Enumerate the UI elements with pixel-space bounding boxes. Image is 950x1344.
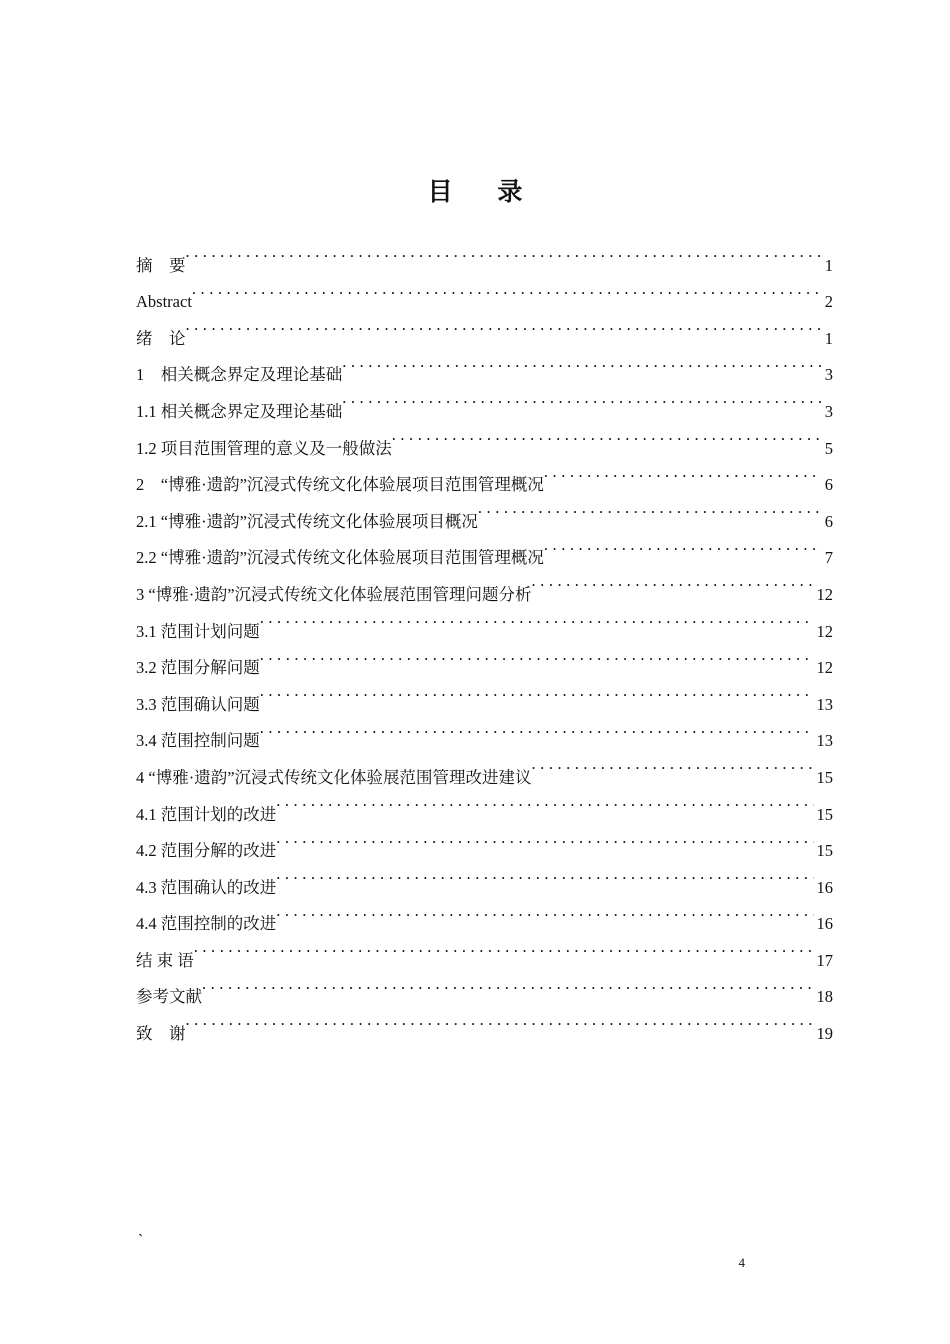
toc-leader-dots	[186, 234, 822, 271]
toc-leader-dots	[260, 637, 814, 674]
toc-leader-dots	[202, 966, 814, 1003]
toc-entry-abstract-cn[interactable]	[136, 234, 833, 275]
toc-leader-dots	[192, 271, 822, 308]
toc-entry-page: 6	[824, 475, 833, 495]
toc-leader-dots	[342, 380, 822, 417]
toc-leader-dots	[260, 673, 814, 710]
toc-entry-label: 绪 论	[136, 328, 186, 348]
toc-entry-page: 18	[816, 987, 833, 1007]
toc-leader-dots	[260, 600, 814, 637]
toc-leader-dots	[194, 929, 814, 966]
toc-entry-label: 3.1 范围计划问题	[136, 621, 260, 641]
toc-entry-label: 1.1 相关概念界定及理论基础	[136, 401, 343, 421]
toc-entry-acknowledgements[interactable]	[136, 1002, 833, 1044]
toc-entry-page: 1	[824, 255, 833, 275]
toc-leader-dots	[276, 893, 813, 930]
toc-entry-page: 19	[816, 1024, 833, 1044]
toc-entry-label: 摘 要	[136, 255, 186, 275]
toc-entry-page: 15	[816, 841, 833, 861]
toc-entry-page: 13	[816, 694, 833, 714]
toc-entry-label: 3 “博雅·遗韵”沉浸式传统文化体验展范围管理问题分析	[136, 584, 532, 604]
toc-entry-references[interactable]	[136, 966, 833, 1007]
toc-leader-dots	[342, 344, 822, 381]
toc-entry-page: 16	[816, 914, 833, 934]
toc-entry-label: 结 束 语	[136, 950, 194, 970]
toc-entry-page: 7	[824, 548, 833, 568]
toc-entry-label: 4.2 范围分解的改进	[136, 841, 277, 861]
toc-leader-dots	[544, 527, 822, 564]
toc-leader-dots	[276, 820, 813, 857]
table-of-contents	[136, 234, 833, 1044]
toc-leader-dots	[186, 1002, 814, 1039]
toc-entry-label: 参考文献	[136, 987, 202, 1007]
toc-leader-dots	[532, 563, 814, 600]
toc-entry-page: 13	[816, 731, 833, 751]
toc-entry-page: 12	[816, 584, 833, 604]
toc-entry-page: 2	[824, 292, 833, 312]
toc-entry-page: 6	[824, 511, 833, 531]
stray-mark: `	[138, 1232, 144, 1249]
toc-entry-label: 4 “博雅·遗韵”沉浸式传统文化体验展范围管理改进建议	[136, 767, 532, 787]
toc-leader-dots	[276, 783, 813, 820]
toc-entry-page: 12	[816, 621, 833, 641]
toc-entry-page: 5	[824, 438, 833, 458]
toc-leader-dots	[392, 417, 822, 454]
toc-leader-dots	[276, 856, 813, 893]
toc-leader-dots	[544, 454, 822, 491]
toc-entry-page: 1	[824, 328, 833, 348]
toc-entry-label: 1.2 项目范围管理的意义及一般做法	[136, 438, 392, 458]
toc-entry-page: 15	[816, 804, 833, 824]
toc-entry-label: 2.2 “博雅·遗韵”沉浸式传统文化体验展项目范围管理概况	[136, 548, 544, 568]
toc-entry-page: 15	[816, 767, 833, 787]
toc-entry-page: 16	[816, 877, 833, 897]
toc-leader-dots	[532, 746, 814, 783]
toc-entry-page: 12	[816, 658, 833, 678]
toc-entry-abstract-en[interactable]	[136, 271, 833, 312]
toc-entry-label: 3.3 范围确认问题	[136, 694, 260, 714]
toc-entry-label: Abstract	[136, 292, 192, 312]
toc-entry-label: 致 谢	[136, 1024, 186, 1044]
toc-leader-dots	[478, 490, 822, 527]
page-number: 4	[738, 1255, 745, 1270]
toc-entry-chapter-1[interactable]	[136, 344, 833, 385]
toc-entry-page: 3	[824, 401, 833, 421]
toc-entry-label: 2.1 “博雅·遗韵”沉浸式传统文化体验展项目概况	[136, 511, 478, 531]
toc-entry-label: 3.2 范围分解问题	[136, 658, 260, 678]
toc-entry-label: 4.1 范围计划的改进	[136, 804, 277, 824]
toc-entry-page: 3	[824, 365, 833, 385]
toc-entry-label: 1 相关概念界定及理论基础	[136, 365, 343, 385]
toc-entry-introduction[interactable]	[136, 307, 833, 348]
toc-leader-dots	[186, 307, 822, 344]
toc-entry-conclusion[interactable]	[136, 929, 833, 970]
toc-entry-label: 4.4 范围控制的改进	[136, 914, 277, 934]
toc-leader-dots	[260, 710, 814, 747]
toc-entry-label: 2 “博雅·遗韵”沉浸式传统文化体验展项目范围管理概况	[136, 475, 544, 495]
page-title: 目 录	[427, 176, 541, 206]
toc-entry-label: 4.3 范围确认的改进	[136, 877, 277, 897]
toc-entry-page: 17	[816, 950, 833, 970]
toc-entry-label: 3.4 范围控制问题	[136, 731, 260, 751]
